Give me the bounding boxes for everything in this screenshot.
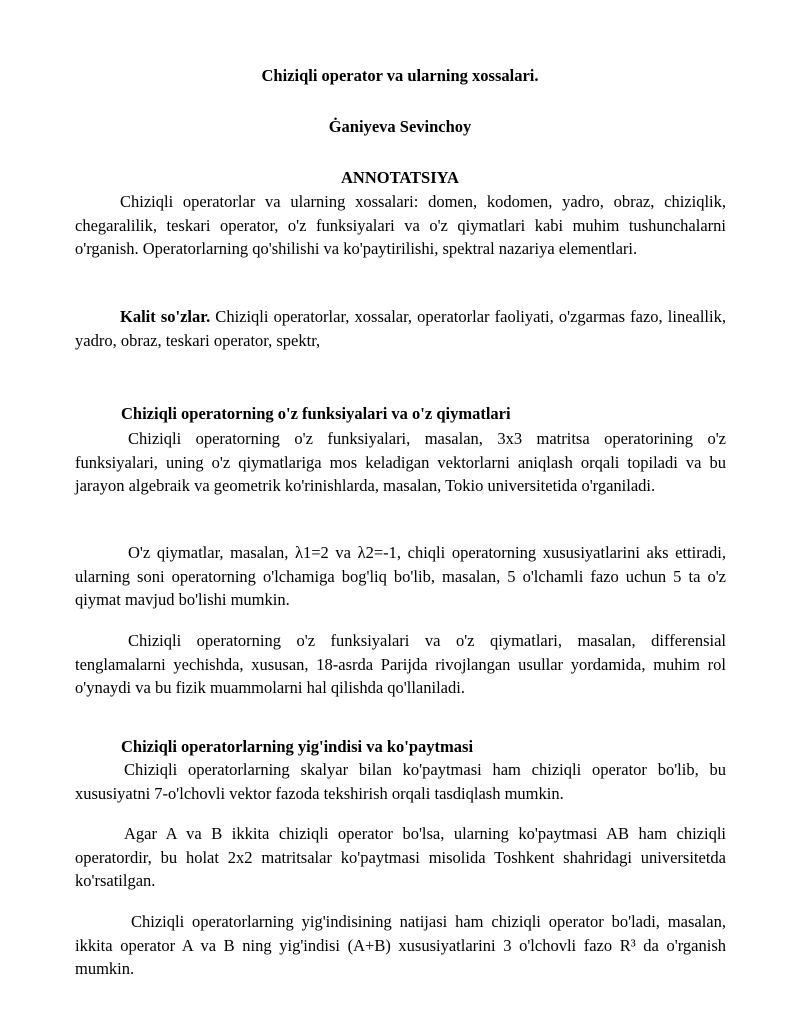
section-heading: Chiziqli operatorlarning yig'indisi va ko'paytmasi [121, 737, 474, 756]
section-paragraph: Agar A va B ikkita chiziqli operator bo'lsa, ularning ko'paytmasi AB ham chiziqli operatordir, bu holat 2x2 matritsalar ko'paytmasi misolida Toshkent shahridagi universitetda ko'rsatilgan. [75, 824, 726, 890]
section-heading: Chiziqli operatorning o'z funksiyalari va o'z qiymatlari [121, 404, 511, 423]
section-paragraph: O'z qiymatlar, masalan, λ1=2 va λ2=-1, chiqli operatorning xususiyatlarini aks ettiradi, ularning soni operatorning o'lchamiga bog'liq bo'lib, masalan, 5 o'lchamli fazo uchun 5 ta o'z qiymat mavjud bo'lishi mumkin. [75, 543, 726, 609]
section-paragraph: Chiziqli operatorning o'z funksiyalari va o'z qiymatlari, masalan, differensial tenglamalarni yechishda, xususan, 18-asrda Parijda rivojlangan usullar yordamida, muhim rol o'ynaydi va bu fizik muammolarni hal qilishda qo'llaniladi. [75, 631, 726, 697]
section-paragraph: Chiziqli operatorlarning yig'indisining natijasi ham chiziqli operator bo'ladi, masalan, ikkita operator A va B ning yig'indisi (A+B) xususiyatlarini 3 o'lchovli fazo R³ da o'rganish mumkin. [75, 912, 726, 978]
document-title: Chiziqli operator va ularning xossalari. [261, 66, 539, 85]
abstract-heading: ANNOTATSIYA [341, 168, 459, 187]
abstract-paragraph: Chiziqli operatorlar va ularning xossalari: domen, kodomen, yadro, obraz, chiziqlik, chegaralilik, teskari operator, o'z funksiyalari va o'z qiymatlari kabi muhim tushunchalarni o'rganish. Operatorlarning qo'shilishi va ko'paytirilishi, spektral nazariya elementlari. [75, 192, 726, 258]
section-paragraph: Chiziqli operatorning o'z funksiyalari, masalan, 3x3 matritsa operatorining o'z funksiyalari, uning o'z qiymatlariga mos keladigan vektorlarni aniqlash orqali topiladi va bu jarayon algebraik va geometrik ko'rinishlarda, masalan, Tokio universitetida o'rganiladi. [75, 429, 726, 495]
keywords-label: Kalit so'zlar. [120, 307, 211, 326]
section-paragraph: Chiziqli operatorlarning skalyar bilan ko'paytmasi ham chiziqli operator bo'lib, bu xususiyatni 7-o'lchovli vektor fazoda tekshirish orqali tasdiqlash mumkin. [75, 760, 726, 803]
author-name: Ġaniyeva Sevinchoy [328, 117, 472, 136]
keywords-text: Chiziqli operatorlar, xossalar, operatorlar faoliyati, o'zgarmas fazo, lineallik, yadro, obraz, teskari operator, spektr, [75, 307, 726, 350]
keywords-paragraph [75, 305, 726, 352]
